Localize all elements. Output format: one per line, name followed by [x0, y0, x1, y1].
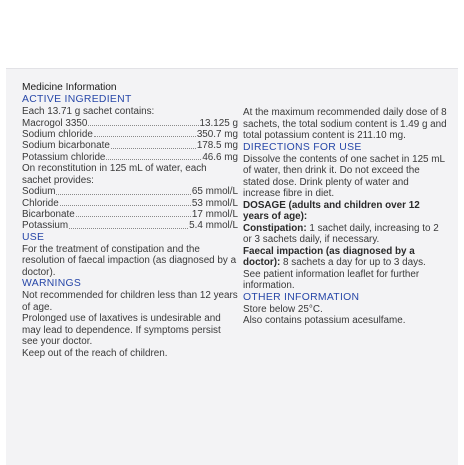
warning-dependence: Prolonged use of laxatives is undesirable and may lead to dependence. If symptoms persist see your doctor. — [22, 313, 221, 348]
also-contains-text: Also contains potassium acesulfame. — [243, 315, 406, 326]
electrolyte-name: Chloride — [22, 197, 59, 209]
electrolyte-amount: 5.4 mmol/L — [189, 220, 238, 232]
electrolyte-name: Bicarbonate — [22, 208, 75, 220]
left-column — [22, 82, 238, 359]
electrolyte-row — [22, 198, 238, 209]
ingredient-list — [22, 118, 238, 164]
ingredient-row — [22, 118, 238, 129]
storage-text: Store below 25°C. — [243, 303, 323, 315]
warning-age: Not recommended for children less than 12 years of age. — [22, 290, 238, 313]
electrolyte-amount: 65 mmol/L — [191, 186, 238, 198]
ingredient-name: Potassium chloride — [22, 151, 106, 163]
impaction-label: Faecal impaction (as diagnosed by a doctor): — [243, 245, 415, 268]
ingredient-row — [22, 129, 238, 140]
impaction-text: 8 sachets a day for up to 3 days. — [280, 257, 426, 268]
ingredient-amount: 13.125 g — [199, 117, 238, 129]
ingredient-amount: 46.6 mg — [202, 151, 238, 163]
electrolyte-name: Sodium — [22, 186, 56, 198]
ingredient-row — [22, 152, 238, 163]
constipation-text: 1 sachet daily, increasing to 2 or 3 sachets daily, if necessary. — [243, 222, 439, 245]
ingredient-name: Sodium chloride — [22, 128, 93, 140]
electrolyte-row — [22, 186, 238, 197]
ingredient-amount: 350.7 mg — [196, 128, 238, 140]
active-ingredient-heading: ACTIVE INGREDIENT — [22, 94, 132, 105]
warnings-heading: WARNINGS — [22, 278, 82, 290]
electrolyte-amount: 17 mmol/L — [191, 208, 238, 220]
directions-text: Dissolve the contents of one sachet in 125 mL of water, then drink it. Do not exceed the stated dose. Drink plenty of water and increase fibre in diet. — [243, 153, 445, 199]
electrolyte-list — [22, 186, 238, 232]
right-column — [243, 107, 447, 327]
use-text: For the treatment of constipation and the resolution of faecal impaction (as diagnosed by a doctor). — [22, 243, 237, 278]
ingredient-row — [22, 140, 238, 151]
ingredient-amount: 178.5 mg — [196, 140, 238, 152]
electrolyte-amount: 53 mmol/L — [191, 197, 238, 209]
medicine-information-title: Medicine Information — [22, 82, 117, 93]
leaflet-text: See patient information leaflet for further information. — [243, 268, 420, 291]
electrolyte-row — [22, 209, 238, 220]
sachet-intro: Each 13.71 g sachet contains: — [22, 106, 155, 117]
electrolyte-row — [22, 220, 238, 231]
ingredient-name: Sodium bicarbonate — [22, 140, 110, 152]
max-dose-text: At the maximum recommended daily dose of 8 sachets, the total sodium content is 1.49 g and total potassium content is 211.10 mg. — [243, 107, 447, 141]
reconstitution-text: On reconstitution in 125 mL of water, each sachet provides: — [22, 163, 207, 186]
ingredient-name: Macrogol 3350 — [22, 117, 88, 129]
impaction-dosage — [243, 246, 447, 269]
dosage-heading: DOSAGE (adults and children over 12 years of age): — [243, 199, 420, 222]
constipation-label: Constipation: — [243, 222, 307, 234]
constipation-dosage — [243, 223, 447, 246]
warning-children: Keep out of the reach of children. — [22, 347, 168, 359]
other-information-heading: OTHER INFORMATION — [243, 291, 360, 303]
directions-heading: DIRECTIONS FOR USE — [243, 141, 362, 153]
electrolyte-name: Potassium — [22, 220, 69, 232]
use-heading: USE — [22, 231, 45, 243]
